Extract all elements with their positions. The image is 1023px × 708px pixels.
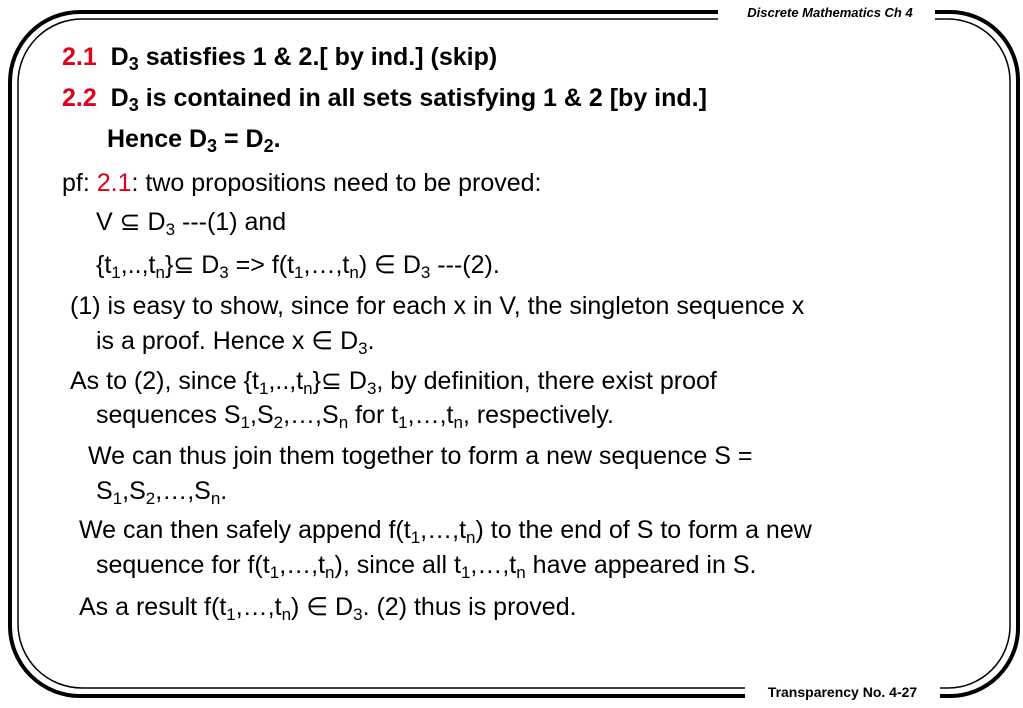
paragraph-1-line-1: (1) is easy to show, since for each x in V, the singleton sequence x bbox=[70, 292, 805, 320]
paragraph-3-line-2: $S_1,S_2,\dots,S_n$. bbox=[96, 477, 228, 508]
paragraph-4-line-2: sequence for $f(t_1,\dots,t_n)$, since all $t_1,\dots,t_n$ have appeared in S. bbox=[96, 551, 757, 582]
item-2-2: 2.2 $D_3$ is contained in all sets satisfying 1 & 2 [by ind.] bbox=[62, 84, 707, 115]
proof-intro: pf: 2.1: two propositions need to be proved: bbox=[62, 169, 542, 197]
item-2-1: 2.1 $D_3$ satisfies 1 & 2.[ by ind.] (skip) bbox=[62, 43, 498, 74]
proposition-2: $\{t_1,..,t_n\}⊆$ $D_3$ => $f(t_1,\dots,t_n)$ ∈ $D_3$ ---(2). bbox=[96, 251, 500, 282]
paragraph-2-line-2: sequences $S_1,S_2,\dots,S_n$ for $t_1,\dots,t_n$, respectively. bbox=[96, 401, 614, 432]
proposition-1: V ⊆ $D_3$ ---(1) and bbox=[96, 208, 287, 239]
hence-line: Hence $D_3 = D_2$. bbox=[107, 125, 281, 156]
conclusion-line: As a result $f(t_1,\dots,t_n)$ ∈ $D_3$. (2) thus is proved. bbox=[79, 593, 577, 624]
paragraph-3-line-1: We can thus join them together to form a new sequence S = bbox=[88, 442, 753, 470]
course-title: Discrete Mathematics Ch 4 bbox=[735, 5, 925, 20]
paragraph-2-line-1: As to (2), since $\{t_1,..,t_n\}⊆$ $D_3$, by definition, there exist proof bbox=[70, 367, 717, 398]
transparency-number: Transparency No. 4-27 bbox=[750, 684, 935, 700]
paragraph-4-line-1: We can then safely append $f(t_1,\dots,t_n)$ to the end of S to form a new bbox=[79, 516, 812, 547]
paragraph-1-line-2: is a proof. Hence x ∈ $D_3$. bbox=[96, 327, 375, 358]
